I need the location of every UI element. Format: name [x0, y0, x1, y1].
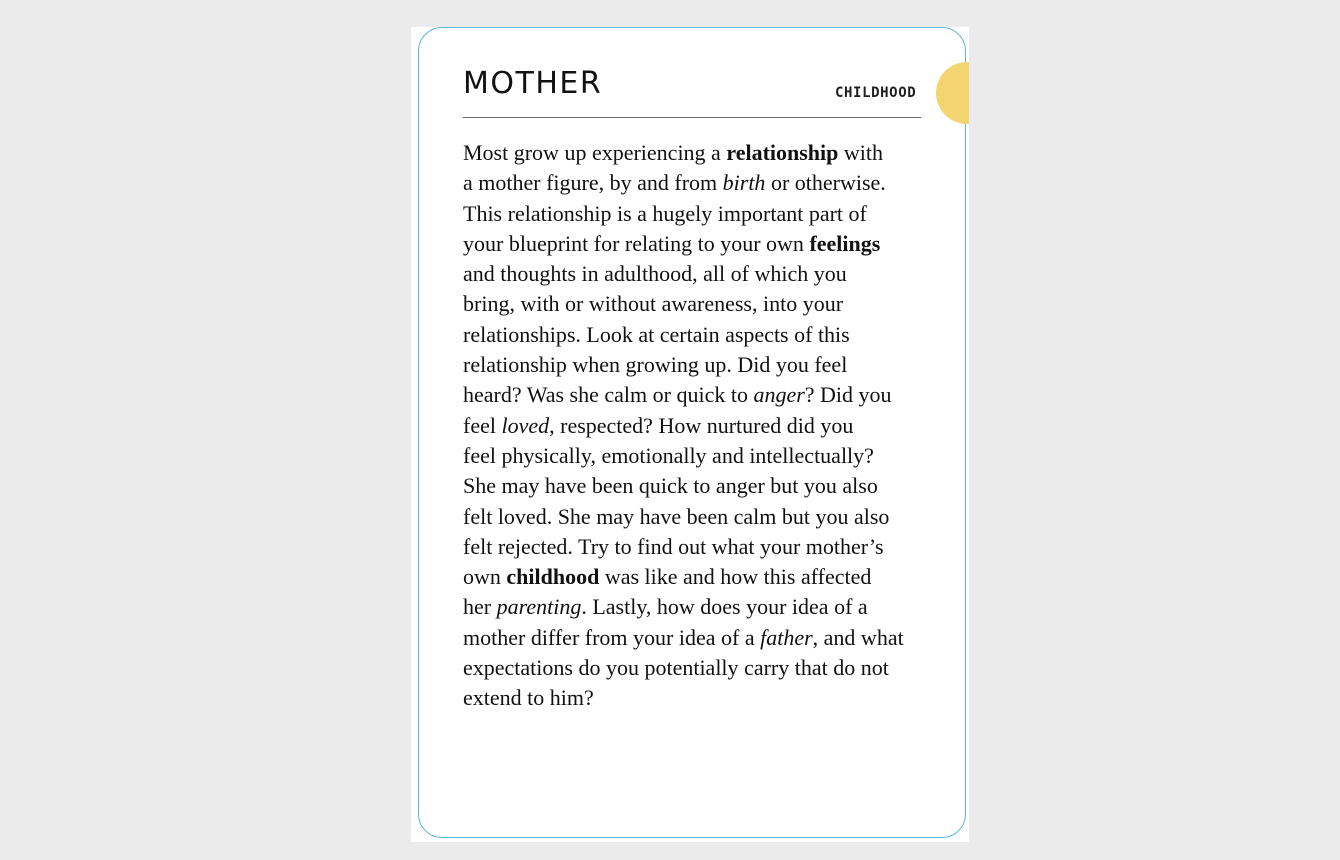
emphasis-italic-text: parenting — [496, 594, 582, 620]
card — [411, 27, 969, 842]
body-text-line — [463, 592, 928, 622]
body-text-line — [463, 562, 928, 592]
body-text-line — [463, 199, 928, 229]
body-text-segment: expectations do you potentially carry that do not — [463, 655, 889, 681]
body-text-segment: feel — [463, 412, 502, 438]
body-text-segment: This relationship is a hugely important part of — [463, 200, 867, 226]
body-text-segment: , respected? How nurtured did you — [549, 412, 854, 438]
body-text-segment: ? Did you — [804, 382, 892, 408]
body-text-segment: feel physically, emotionally and intellectually? — [463, 442, 874, 468]
body-text-line — [463, 411, 928, 441]
body-text-line — [463, 168, 928, 198]
emphasis-italic-text: father — [760, 624, 813, 650]
body-text-segment: felt rejected. Try to find out what your mother’s — [463, 533, 884, 559]
body-text-segment: own — [463, 564, 507, 590]
emphasis-italic-text: birth — [722, 170, 766, 196]
body-text-segment: felt loved. She may have been calm but you also — [463, 503, 890, 529]
card-title: MOTHER — [463, 66, 603, 101]
body-text-segment: extend to him? — [463, 685, 594, 711]
body-text-segment: was like and how this affected — [599, 564, 872, 590]
body-text-line — [463, 350, 928, 380]
emphasis-italic-text: anger — [753, 382, 805, 408]
body-text-segment: your blueprint for relating to your own — [463, 230, 810, 256]
body-text-line — [463, 320, 928, 350]
body-text-segment: and thoughts in adulthood, all of which you — [463, 261, 847, 287]
emphasis-bold-text: relationship — [726, 140, 839, 165]
title-divider — [463, 117, 921, 118]
body-text-line — [463, 259, 928, 289]
body-text-line — [463, 623, 928, 653]
body-text-line — [463, 441, 928, 471]
body-text-segment: her — [463, 594, 497, 620]
body-text-segment: relationship when growing up. Did you feel — [463, 352, 848, 378]
body-text-line — [463, 138, 928, 168]
emphasis-bold-text: feelings — [809, 230, 881, 256]
body-text-line — [463, 683, 928, 713]
body-text-line — [463, 532, 928, 562]
body-text-line — [463, 380, 928, 410]
body-text-line — [463, 502, 928, 532]
card-body-text — [463, 138, 928, 714]
body-text-segment: , and what — [812, 624, 904, 650]
body-text-segment: or otherwise. — [765, 170, 886, 196]
body-text-segment: mother differ from your idea of a — [463, 624, 761, 650]
body-text-segment: heard? Was she calm or quick to — [463, 382, 754, 408]
body-text-line — [463, 653, 928, 683]
body-text-segment: bring, with or without awareness, into your — [463, 291, 844, 317]
body-text-segment: a mother figure, by and from — [463, 170, 723, 196]
body-text-segment: . Lastly, how does your idea of a — [581, 594, 868, 620]
body-text-line — [463, 229, 928, 259]
category-label: CHILDHOOD — [835, 85, 917, 101]
body-text-segment: relationships. Look at certain aspects of this — [463, 321, 850, 347]
body-text-line — [463, 471, 928, 501]
body-text-segment: Most grow up experiencing a — [463, 140, 727, 165]
body-text-line — [463, 289, 928, 319]
body-text-segment: She may have been quick to anger but you also — [463, 473, 878, 499]
emphasis-bold-text: childhood — [506, 564, 600, 590]
emphasis-italic-text: loved — [501, 412, 550, 438]
body-text-segment: with — [838, 140, 884, 165]
